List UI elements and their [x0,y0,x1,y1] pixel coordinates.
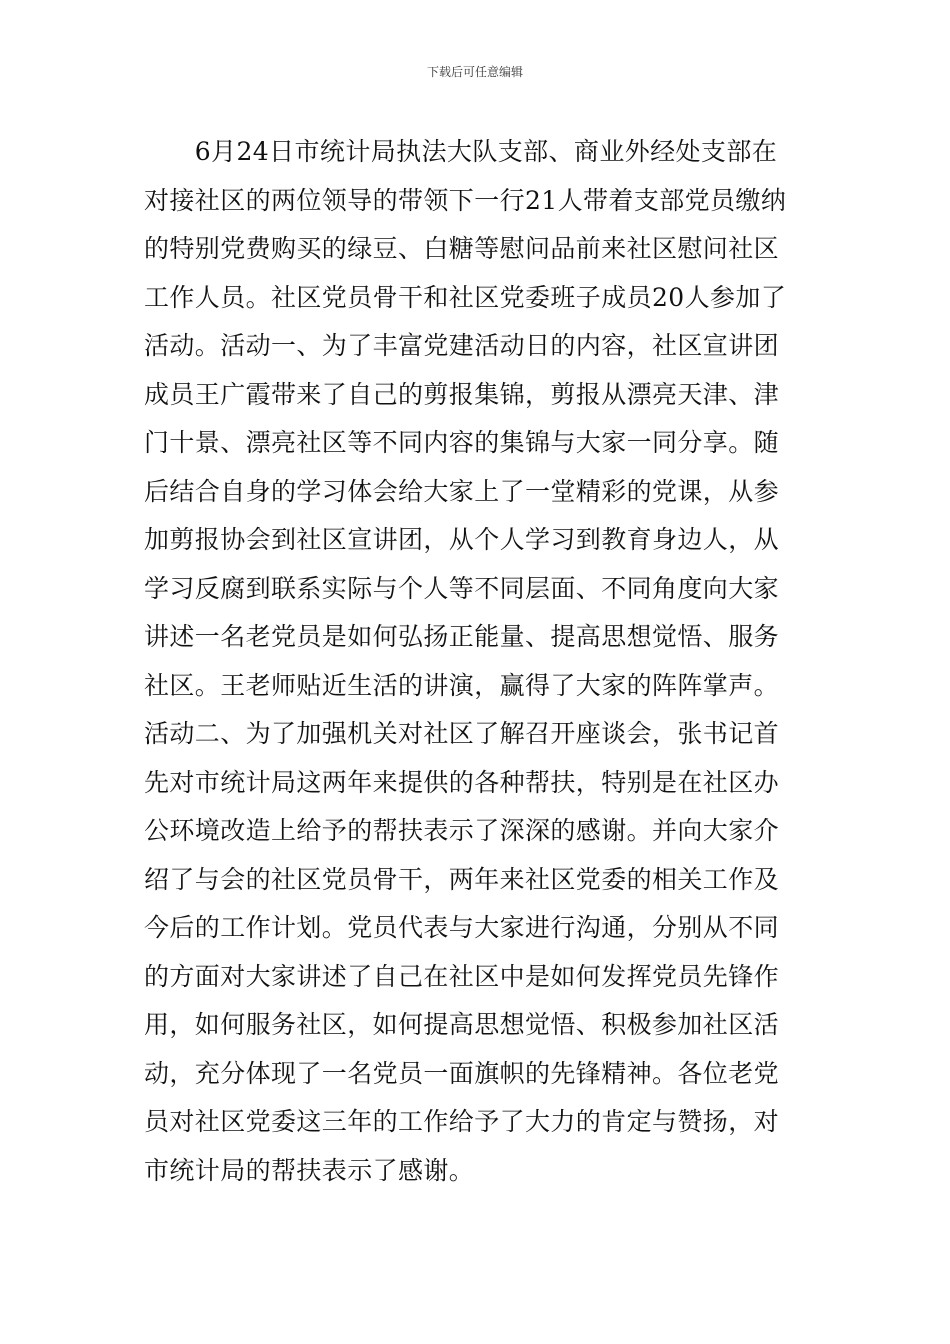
paragraph-line: 社区。王老师贴近生活的讲演，赢得了大家的阵阵掌声。 [144,670,780,700]
paragraph-line: 先对市统计局这两年来提供的各种帮扶，特别是在社区办 [144,767,780,797]
paragraph-line: 今后的工作计划。党员代表与大家进行沟通，分别从不同 [144,913,780,942]
paragraph-line: 的特别党费购买的绿豆、白糖等慰问品前来社区慰问社区 [144,234,780,263]
paragraph-line: 后结合自身的学习体会给大家上了一堂精彩的党课，从参 [144,476,780,506]
header-note: 下载后可任意编辑 [426,65,523,79]
paragraph-line: 工作人员。社区党员骨干和社区党委班子成员20人参加了 [144,282,787,312]
paragraph-line: 动，充分体现了一名党员一面旗帜的先锋精神。各位老党 [144,1058,780,1088]
paragraph-line: 讲述一名老党员是如何弘扬正能量、提高思想觉悟、服务 [144,622,780,651]
paragraph-line: 学习反腐到联系实际与个人等不同层面、不同角度向大家 [144,573,780,603]
paragraph-line: 市统计局的帮扶表示了感谢。 [144,1155,475,1185]
paragraph-line: 的方面对大家讲述了自己在社区中是如何发挥党员先锋作 [144,961,780,991]
paragraph-line: 活动。活动一、为了丰富党建活动日的内容，社区宣讲团 [144,331,780,360]
paragraph-line: 门十景、漂亮社区等不同内容的集锦与大家一同分享。随 [144,428,780,457]
body-paragraph [144,128,804,1195]
paragraph-line: 加剪报协会到社区宣讲团，从个人学习到教育身边人，从 [144,525,780,554]
paragraph-line: 活动二、为了加强机关对社区了解召开座谈会，张书记首 [144,719,780,748]
paragraph-line: 用，如何服务社区，如何提高思想觉悟、积极参加社区活 [144,1010,780,1039]
paragraph-line: 员对社区党委这三年的工作给予了大力的肯定与赞扬，对 [144,1107,780,1136]
paragraph-line: 成员王广霞带来了自己的剪报集锦，剪报从漂亮天津、津 [144,379,780,409]
paragraph-line: 6月24日市统计局执法大队支部、商业外经处支部在 [144,137,778,166]
paragraph-line: 对接社区的两位领导的带领下一行21人带着支部党员缴纳 [144,185,787,215]
paragraph-line: 公环境改造上给予的帮扶表示了深深的感谢。并向大家介 [144,816,780,845]
paragraph-line: 绍了与会的社区党员骨干，两年来社区党委的相关工作及 [144,864,780,894]
